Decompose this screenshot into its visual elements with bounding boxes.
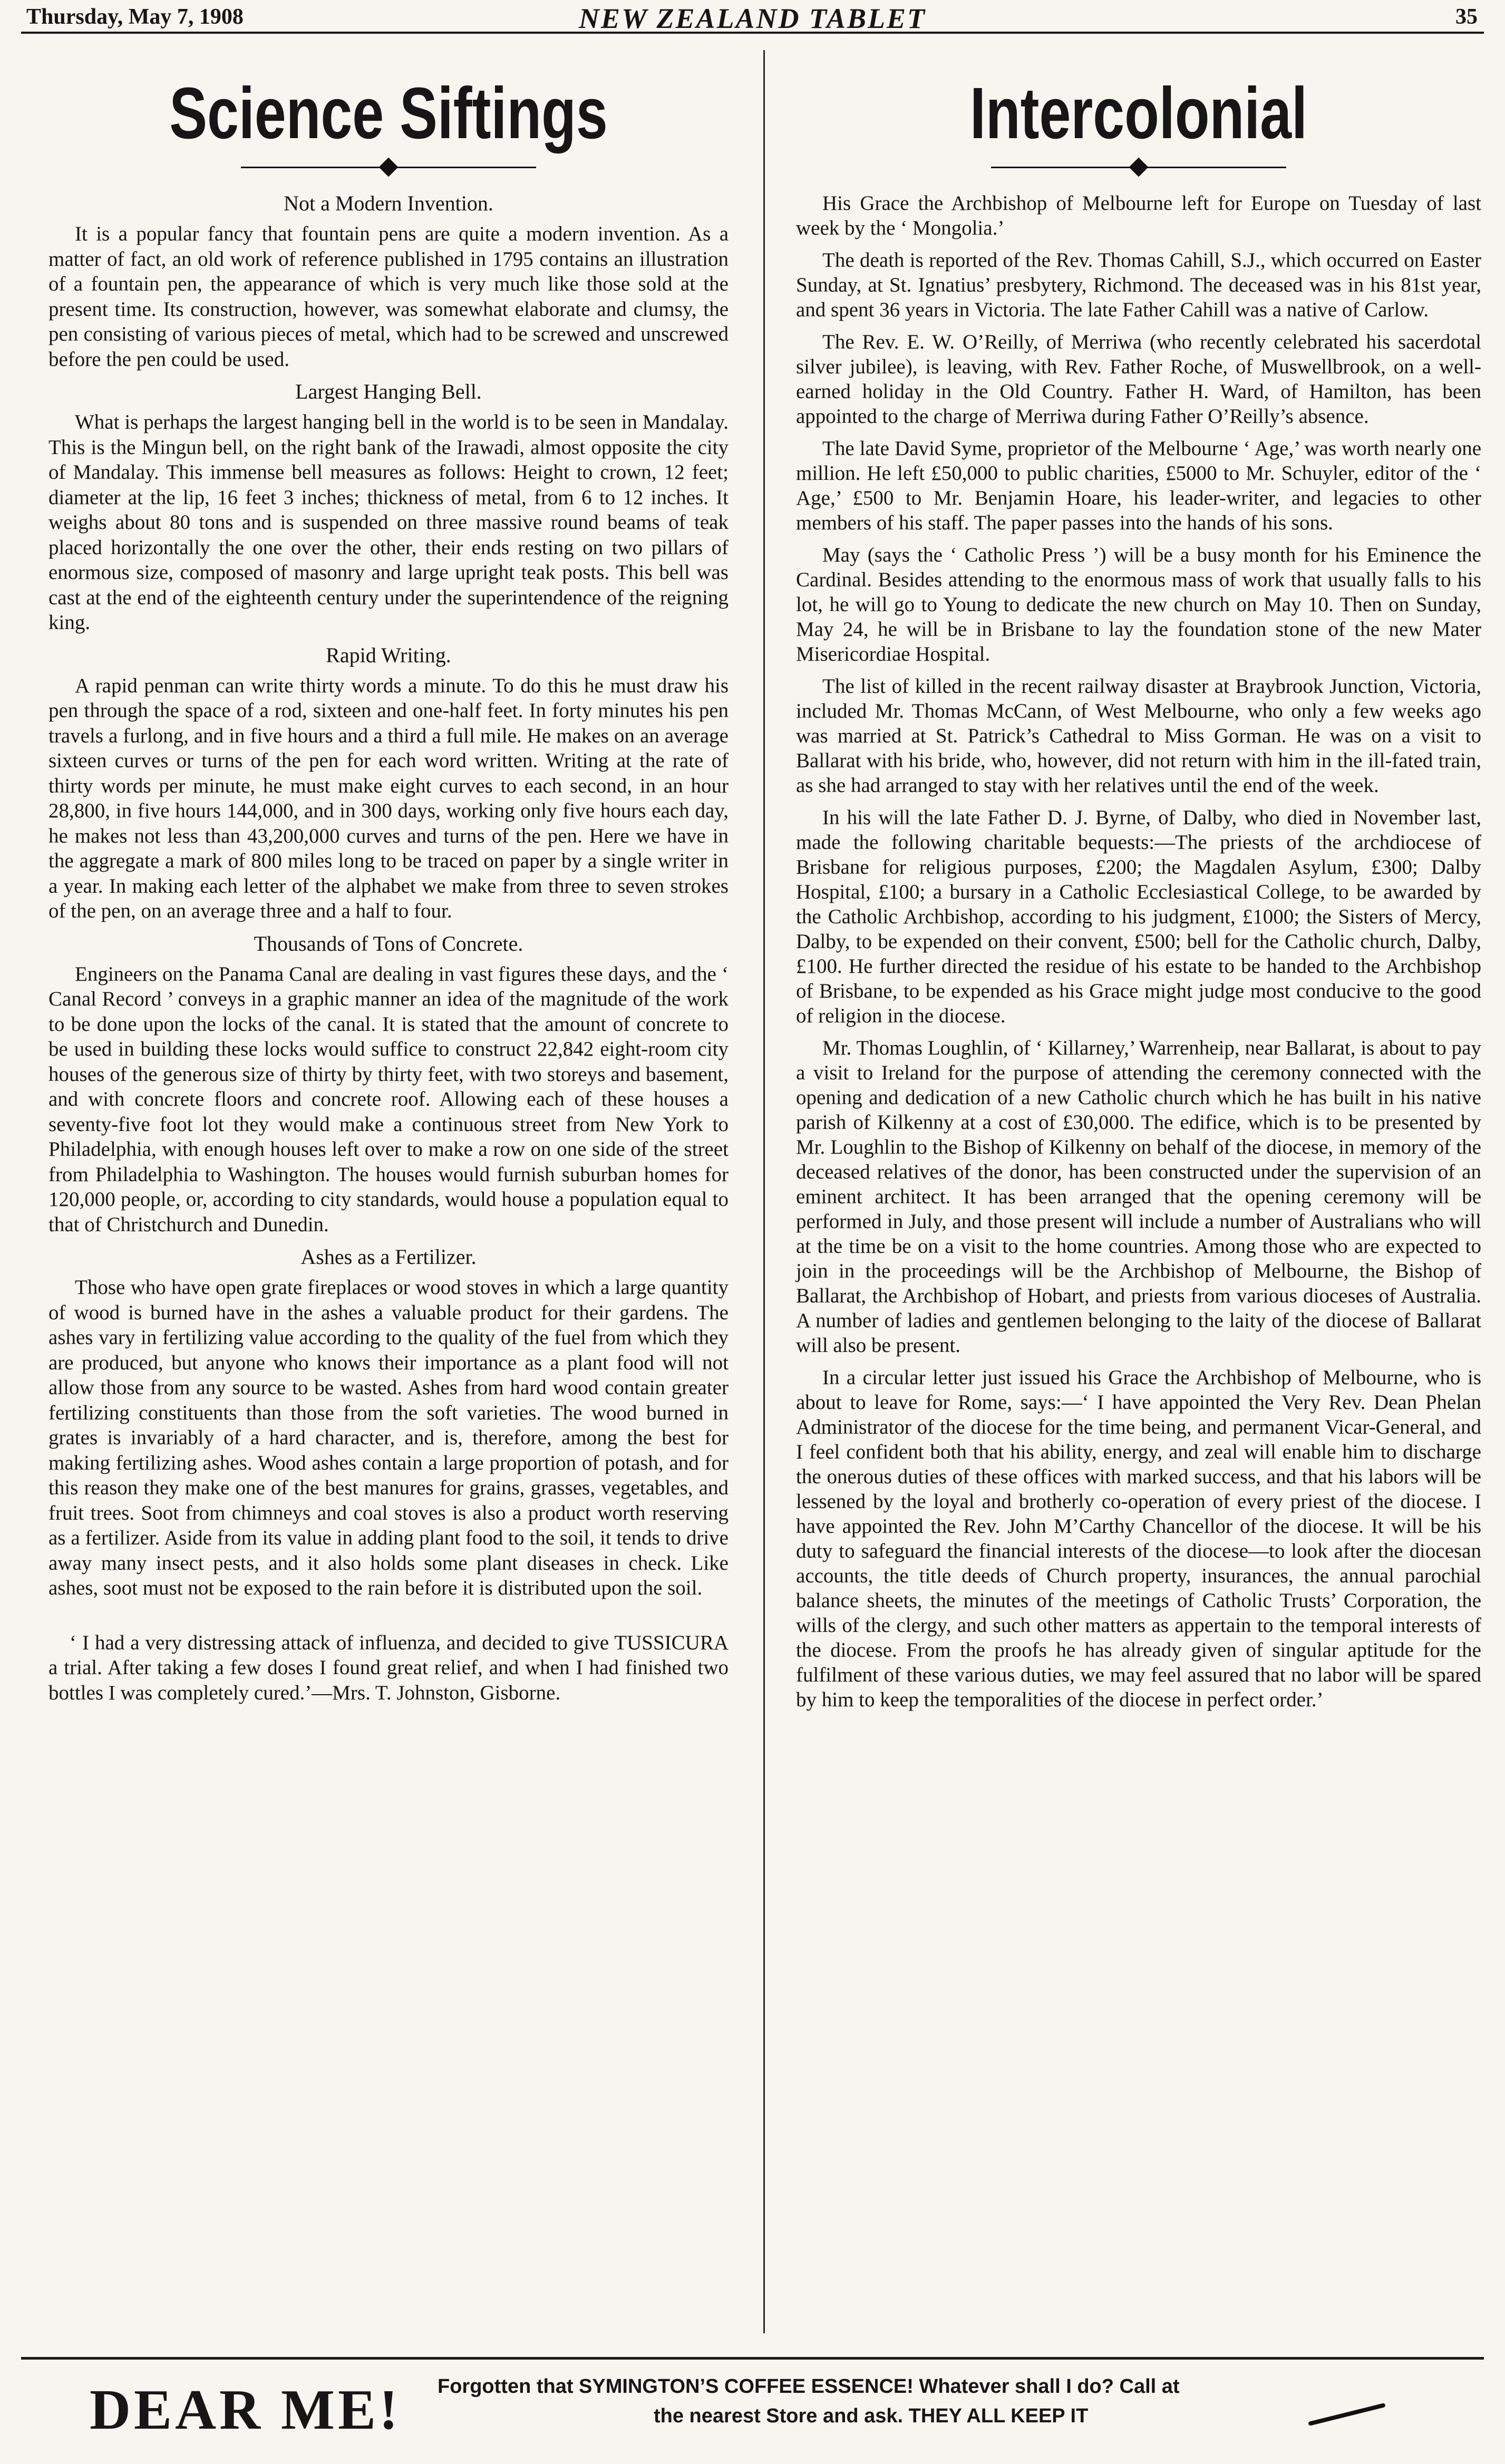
section-title-intercolonial: Intercolonial (970, 73, 1307, 154)
news-item: Mr. Thomas Loughlin, of ‘ Killarney,’ Warrenheip, near Ballarat, is about to pay a visit to Ireland for the purpose of attending the ceremony connected with the opening and dedication of a new Catholic church which he has built in his native parish of Kilkenny at a cost of £30,000. The edifice, which is to be presented by Mr. Loughlin to the Bishop of Kilkenny on behalf of the diocese, in memory of the deceased relatives of the donor, has been constructed under the supervision of an eminent architect. It has been arranged that the opening ceremony will be performed in July, and those present will include a number of Australians who will at the time be on a visit to the home countries. Among those who are expected to join in the proceedings will be the Archbishop of Melbourne, the Bishop of Ballarat, the Archbishop of Hobart, and priests from various dioceses of Australia. A number of ladies and gentlemen belonging to the laity of the diocese of Ballarat will also be present. (796, 1037, 1481, 1357)
news-item: May (says the ‘ Catholic Press ’) will be a busy month for his Eminence the Cardinal. Besides attending to the enormous mass of work that usually falls to his lot, he will go to Young to dedicate the new church on May 10. Then on Sunday, May 24, he will be in Brisbane to lay the foundation stone of the new Mater Misericordiae Hospital. (796, 544, 1481, 665)
news-item: The late David Syme, proprietor of the Melbourne ‘ Age,’ was worth nearly one million. He left £50,000 to public charities, £5000 to Mr. Schuyler, editor of the ‘ Age,’ £500 to Mr. Benjamin Hoare, his leader-writer, and legacies to other members of his staff. The paper passes into the hands of his sons. (796, 437, 1481, 534)
masthead-title: NEW ZEALAND TABLET (578, 3, 927, 34)
article-heading: Not a Modern Invention. (284, 191, 493, 215)
section-title-science: Science Siftings (169, 73, 608, 154)
news-item: The Rev. E. W. O’Reilly, of Merriwa (who recently celebrated his sacerdotal silver jubilee), is leaving, with Rev. Father Roche, of Muswellbrook, on a well-earned holiday in the Old Country. Father H. Ward, of Hamilton, has been appointed to the charge of Merriwa during Father O’Reilly’s absence. (796, 331, 1481, 428)
page-number: 35 (1455, 5, 1478, 29)
article-paragraph: It is a popular fancy that fountain pens are quite a modern invention. As a matter of fact, an old work of reference published in 1795 contains an illustration of a fountain pen, the appearance of which is very much like those sold at the present time. Its construction, however, was somewhat elaborate and clumsy, the pen consisting of various pieces of metal, which had to be screwed and unscrewed before the pen could be used. (48, 223, 729, 371)
advert-line-2: the nearest Store and ask. THEY ALL KEEP IT (654, 2405, 1089, 2427)
tussicura-advertisement: ‘ I had a very distressing attack of influenza, and decided to give TUSSICURA a trial. After taking a few doses I found great relief, and when I had finished two bottles I was completely cured.’—Mrs. T. Johnston, Gisborne. (48, 1631, 729, 1704)
news-item: In his will the late Father D. J. Byrne, of Dalby, who died in November last, made the following charitable bequests:—The priests of the archdiocese of Brisbane for religious purposes, £200; the Magdalen Asylum, £300; Dalby Hospital, £100; a bursary in a Catholic Ecclesiastical College, to be awarded by the Catholic Archbishop, according to his judgment, £1000; the Sisters of Mercy, Dalby, to be expended on their convent, £500; bell for the Catholic church, Dalby, £100. He further directed the residue of his estate to be handed to the Archbishop of Brisbane, to be expended as his Grace might judge most conducive to the good of religion in the diocese. (796, 806, 1481, 1027)
diamond-ornament-icon (379, 158, 399, 177)
symington-advert (21, 2357, 1484, 2460)
ornament-divider (241, 157, 536, 178)
column-rule (763, 50, 765, 2333)
news-item: The list of killed in the recent railway disaster at Braybrook Junction, Victoria, included Mr. Thomas McCann, of West Melbourne, who only a few weeks ago was married at St. Patrick’s Cathedral to Miss Gorman. He was on a visit to Ballarat with his bride, who, however, did not return with him in the ill-fated train, as she had arranged to stay with her relatives until the end of the week. (796, 675, 1481, 797)
article-paragraph: Those who have open grate fireplaces or wood stoves in which a large quantity of wood is burned have in the ashes a valuable product for their gardens. The ashes vary in fertilizing value according to the quality of the fuel from which they are produced, but anyone who knows their importance as a plant food will not allow those from any source to be wasted. Ashes from hard wood contain greater fertilizing constituents than those from the soft varieties. The wood burned in grates is invariably of a hard character, and is, therefore, among the best for making fertilizing ashes. Wood ashes contain a large proportion of potash, and for this reason they make one of the best manures for grains, grasses, vegetables, and fruit trees. Soot from chimneys and coal stoves is also a product worth reserving as a fertilizer. Aside from its value in adding plant food to the soil, it tends to drive away many insect pests, and it also holds some plant diseases in check. Like ashes, soot must not be exposed to the rain before it is distributed upon the soil. (48, 1276, 729, 1599)
article-paragraph: A rapid penman can write thirty words a minute. To do this he must draw his pen through the space of a rod, sixteen and one-half feet. In forty minutes his pen travels a furlong, and in five hours and a third a full mile. He makes on an average sixteen curves or turns of the pen for each word written. Writing at the rate of thirty words per minute, he must make eight curves to each second, in an hour 28,800, in five hours 144,000, and in 300 days, working only five hours each day, he makes not less than 43,200,000 curves and turns of the pen. Here we have in the aggregate a mark of 800 miles long to be traced on paper by a single writer in a year. In making each letter of the alphabet we make from three to seven strokes of the pen, on an average three and a half to four. (48, 674, 729, 922)
swash-flourish-icon (1308, 2403, 1385, 2426)
article-paragraph: What is perhaps the largest hanging bell in the world is to be seen in Mandalay. This is the Mingun bell, on the right bank of the Irawadi, almost opposite the city of Mandalay. This immense bell measures as follows: Height to crown, 12 feet; diameter at the lip, 16 feet 3 inches; thickness of metal, from 6 to 12 inches. It weighs about 80 tons and is suspended on three massive round beams of teak placed horizontally the one over the other, their ends resting on two pillars of enormous size, composed of masonry and large upright teak posts. This bell was cast at the end of the eighteenth century under the superintendence of the reigning king. (48, 411, 729, 634)
issue-date: Thursday, May 7, 1908 (26, 5, 244, 29)
article-paragraph: Engineers on the Panama Canal are dealing in vast figures these days, and the ‘ Canal Record ’ conveys in a graphic manner an idea of the magnitude of the work to be done upon the locks of the canal. It is stated that the amount of concrete to be used in building these locks would suffice to construct 22,842 eight-room city houses of the generous size of thirty by thirty feet, with two storeys and basement, and with concrete floors and concrete roof. Allowing each of these houses a seventy-five foot lot they would make a continuous street from New York to Philadelphia, with enough houses left over to make a row on one side of the street from Philadelphia to Washington. The houses would furnish suburban homes for 120,000 people, or, according to city standards, would house a population equal to that of Christchurch and Dunedin. (48, 962, 729, 1236)
article-heading: Thousands of Tons of Concrete. (254, 931, 523, 955)
article-heading: Ashes as a Fertilizer. (300, 1245, 477, 1269)
article-heading: Rapid Writing. (326, 643, 451, 667)
article-heading: Largest Hanging Bell. (295, 380, 482, 403)
ornament-divider (991, 157, 1286, 178)
science-siftings-column (48, 69, 729, 1726)
advert-headline: DEAR ME! (90, 2379, 401, 2441)
diamond-ornament-icon (1129, 158, 1149, 177)
intercolonial-column (796, 69, 1481, 1719)
advert-line-1: Forgotten that SYMINGTON’S COFFEE ESSENCE! Whatever shall I do? Call at (438, 2375, 1180, 2398)
running-head (21, 4, 1484, 34)
news-item: In a circular letter just issued his Grace the Archbishop of Melbourne, who is about to leave for Rome, says:—‘ I have appointed the Very Rev. Dean Phelan Administrator of the diocese for the time being, and permanent Vicar-General, and I feel confident both that his ability, energy, and zeal will enable him to discharge the onerous duties of these offices with marked success, and that his labors will be lessened by the loyal and brotherly co-operation of every priest of the diocese. I have appointed the Rev. John M’Carthy Chancellor of the diocese. It will be his duty to safeguard the financial interests of the diocese—to look after the diocesan accounts, the title deeds of Church property, insurances, the annual parochial balance sheets, the minutes of the meetings of Catholic Trusts’ Corporation, the wills of the clergy, and such other matters as appertain to the temporal interests of the diocese. From the proofs he has already given of singular aptitude for the fulfilment of these various duties, we may feel assured that no labor will be spared by him to keep the temporalities of the diocese in perfect order.’ (796, 1366, 1481, 1711)
news-item: His Grace the Archbishop of Melbourne left for Europe on Tuesday of last week by the ‘ Mongolia.’ (796, 192, 1481, 239)
news-item: The death is reported of the Rev. Thomas Cahill, S.J., which occurred on Easter Sunday, at St. Ignatius’ presbytery, Richmond. The deceased was in his 81st year, and spent 36 years in Victoria. The late Father Cahill was a native of Carlow. (796, 249, 1481, 321)
